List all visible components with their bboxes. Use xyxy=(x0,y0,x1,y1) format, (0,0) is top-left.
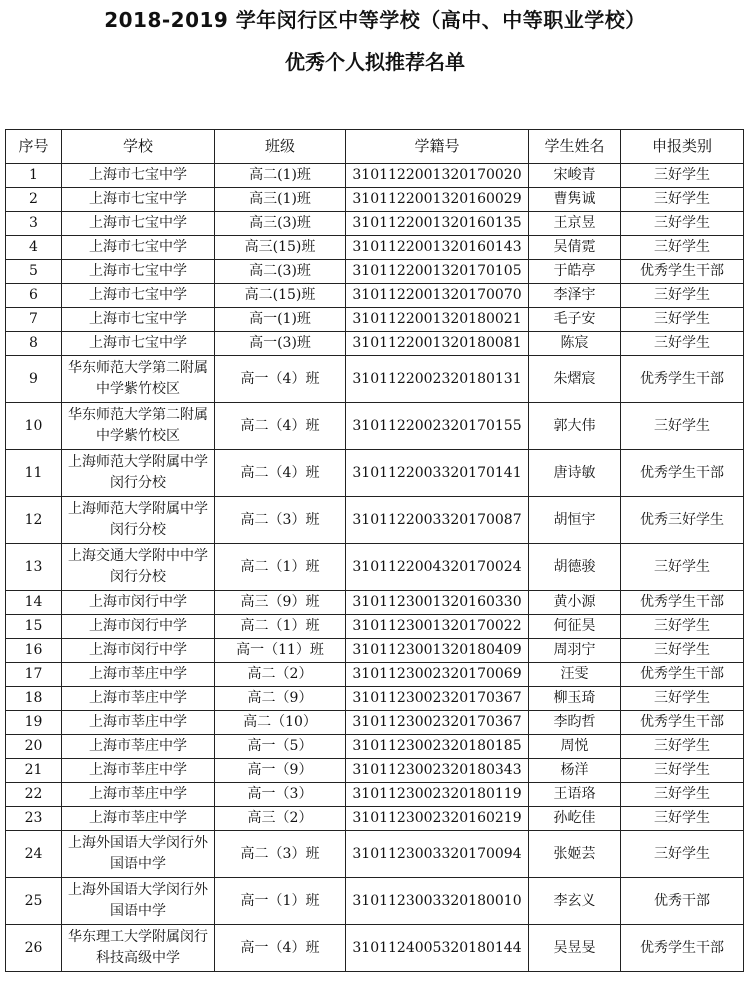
cell-student-id: 3101122001320170020 xyxy=(346,164,529,188)
cell-class: 高二（4）班 xyxy=(215,450,346,497)
cell-school: 上海交通大学附中中学闵行分校 xyxy=(62,544,215,591)
cell-class: 高二(3)班 xyxy=(215,260,346,284)
cell-student-name: 吴倩霓 xyxy=(529,236,621,260)
cell-category: 优秀学生干部 xyxy=(621,260,744,284)
cell-school: 上海市莘庄中学 xyxy=(62,735,215,759)
table-row xyxy=(6,925,744,972)
cell-class: 高三（2） xyxy=(215,807,346,831)
cell-student-name: 宋峻青 xyxy=(529,164,621,188)
cell-student-name: 孙屹佳 xyxy=(529,807,621,831)
table-row xyxy=(6,735,744,759)
cell-student-id: 3101123002320170069 xyxy=(346,663,529,687)
cell-index: 11 xyxy=(6,450,62,497)
cell-category: 优秀学生干部 xyxy=(621,356,744,403)
cell-school: 上海市莘庄中学 xyxy=(62,663,215,687)
cell-student-name: 张姬芸 xyxy=(529,831,621,878)
cell-student-name: 曹隽诚 xyxy=(529,188,621,212)
cell-class: 高一（5） xyxy=(215,735,346,759)
cell-category: 优秀学生干部 xyxy=(621,450,744,497)
cell-student-name: 吴昱旻 xyxy=(529,925,621,972)
table-row xyxy=(6,831,744,878)
header-school: 学校 xyxy=(62,130,215,164)
cell-student-name: 周羽宁 xyxy=(529,639,621,663)
recommendation-table xyxy=(5,129,744,972)
cell-student-name: 李玄义 xyxy=(529,878,621,925)
cell-index: 10 xyxy=(6,403,62,450)
cell-index: 5 xyxy=(6,260,62,284)
cell-student-name: 唐诗敏 xyxy=(529,450,621,497)
cell-school: 上海市七宝中学 xyxy=(62,188,215,212)
cell-class: 高二（3）班 xyxy=(215,497,346,544)
table-row xyxy=(6,878,744,925)
table-row xyxy=(6,783,744,807)
cell-student-name: 毛子安 xyxy=(529,308,621,332)
cell-student-id: 3101123001320180409 xyxy=(346,639,529,663)
table-row xyxy=(6,260,744,284)
cell-index: 24 xyxy=(6,831,62,878)
cell-category: 优秀学生干部 xyxy=(621,663,744,687)
cell-student-id: 3101122003320170141 xyxy=(346,450,529,497)
cell-school: 华东师范大学第二附属中学紫竹校区 xyxy=(62,356,215,403)
cell-category: 三好学生 xyxy=(621,783,744,807)
cell-class: 高一(3)班 xyxy=(215,332,346,356)
table-row xyxy=(6,212,744,236)
cell-student-name: 李昀哲 xyxy=(529,711,621,735)
cell-student-id: 3101123002320180185 xyxy=(346,735,529,759)
cell-category: 三好学生 xyxy=(621,188,744,212)
cell-student-id: 3101122001320160029 xyxy=(346,188,529,212)
cell-class: 高二(1)班 xyxy=(215,164,346,188)
table-body xyxy=(6,164,744,972)
cell-class: 高二（10） xyxy=(215,711,346,735)
cell-class: 高一（9） xyxy=(215,759,346,783)
cell-index: 20 xyxy=(6,735,62,759)
table-row xyxy=(6,332,744,356)
cell-student-name: 汪雯 xyxy=(529,663,621,687)
header-student-name: 学生姓名 xyxy=(529,130,621,164)
table-row xyxy=(6,687,744,711)
cell-student-id: 3101123001320160330 xyxy=(346,591,529,615)
cell-class: 高二（1）班 xyxy=(215,544,346,591)
cell-category: 三好学生 xyxy=(621,308,744,332)
cell-index: 13 xyxy=(6,544,62,591)
table-row xyxy=(6,639,744,663)
cell-category: 优秀干部 xyxy=(621,878,744,925)
document-subtitle: 优秀个人拟推荐名单 xyxy=(285,50,465,74)
table-row xyxy=(6,356,744,403)
cell-student-name: 黄小源 xyxy=(529,591,621,615)
cell-category: 优秀学生干部 xyxy=(621,711,744,735)
cell-student-name: 王语珞 xyxy=(529,783,621,807)
table-row xyxy=(6,615,744,639)
header-class: 班级 xyxy=(215,130,346,164)
table-row xyxy=(6,164,744,188)
cell-student-name: 何征昊 xyxy=(529,615,621,639)
cell-class: 高二（4）班 xyxy=(215,403,346,450)
cell-class: 高二（3）班 xyxy=(215,831,346,878)
cell-class: 高三(3)班 xyxy=(215,212,346,236)
cell-class: 高二（1）班 xyxy=(215,615,346,639)
table-row xyxy=(6,450,744,497)
cell-student-id: 3101122001320180021 xyxy=(346,308,529,332)
cell-school: 上海市莘庄中学 xyxy=(62,807,215,831)
cell-student-id: 3101122002320180131 xyxy=(346,356,529,403)
cell-index: 22 xyxy=(6,783,62,807)
cell-school: 上海市七宝中学 xyxy=(62,212,215,236)
cell-index: 9 xyxy=(6,356,62,403)
cell-category: 三好学生 xyxy=(621,403,744,450)
header-student-id: 学籍号 xyxy=(346,130,529,164)
cell-class: 高一（1）班 xyxy=(215,878,346,925)
cell-category: 三好学生 xyxy=(621,332,744,356)
table-row xyxy=(6,807,744,831)
cell-category: 优秀学生干部 xyxy=(621,925,744,972)
cell-category: 三好学生 xyxy=(621,284,744,308)
cell-school: 上海外国语大学闵行外国语中学 xyxy=(62,831,215,878)
table-row xyxy=(6,403,744,450)
header-category: 申报类别 xyxy=(621,130,744,164)
cell-school: 上海市七宝中学 xyxy=(62,308,215,332)
cell-category: 三好学生 xyxy=(621,164,744,188)
cell-category: 优秀三好学生 xyxy=(621,497,744,544)
cell-student-id: 3101123002320170367 xyxy=(346,711,529,735)
cell-student-name: 杨洋 xyxy=(529,759,621,783)
cell-student-name: 柳玉琦 xyxy=(529,687,621,711)
cell-school: 上海市莘庄中学 xyxy=(62,783,215,807)
cell-index: 18 xyxy=(6,687,62,711)
cell-class: 高三(1)班 xyxy=(215,188,346,212)
cell-school: 上海市七宝中学 xyxy=(62,164,215,188)
cell-student-id: 3101123001320170022 xyxy=(346,615,529,639)
cell-student-id: 3101124005320180144 xyxy=(346,925,529,972)
cell-student-id: 3101123002320160219 xyxy=(346,807,529,831)
cell-index: 6 xyxy=(6,284,62,308)
cell-student-id: 3101122001320170105 xyxy=(346,260,529,284)
cell-school: 上海市七宝中学 xyxy=(62,260,215,284)
cell-school: 上海市莘庄中学 xyxy=(62,687,215,711)
cell-student-name: 李泽宇 xyxy=(529,284,621,308)
cell-category: 三好学生 xyxy=(621,615,744,639)
cell-student-id: 3101123002320180343 xyxy=(346,759,529,783)
table-row xyxy=(6,236,744,260)
cell-category: 三好学生 xyxy=(621,212,744,236)
cell-index: 3 xyxy=(6,212,62,236)
cell-category: 三好学生 xyxy=(621,639,744,663)
cell-student-name: 郭大伟 xyxy=(529,403,621,450)
table-row xyxy=(6,188,744,212)
cell-index: 17 xyxy=(6,663,62,687)
cell-class: 高一（4）班 xyxy=(215,925,346,972)
table-row xyxy=(6,711,744,735)
cell-category: 三好学生 xyxy=(621,687,744,711)
table-row xyxy=(6,308,744,332)
cell-school: 华东师范大学第二附属中学紫竹校区 xyxy=(62,403,215,450)
cell-student-name: 朱熠宸 xyxy=(529,356,621,403)
table-row xyxy=(6,497,744,544)
table-row xyxy=(6,663,744,687)
cell-school: 上海外国语大学闵行外国语中学 xyxy=(62,878,215,925)
cell-class: 高三（9）班 xyxy=(215,591,346,615)
cell-index: 14 xyxy=(6,591,62,615)
cell-class: 高一（3） xyxy=(215,783,346,807)
cell-index: 15 xyxy=(6,615,62,639)
cell-category: 三好学生 xyxy=(621,807,744,831)
cell-school: 上海市闵行中学 xyxy=(62,591,215,615)
cell-school: 上海市闵行中学 xyxy=(62,639,215,663)
cell-student-name: 于皓亭 xyxy=(529,260,621,284)
cell-student-id: 3101122003320170087 xyxy=(346,497,529,544)
cell-index: 12 xyxy=(6,497,62,544)
cell-index: 21 xyxy=(6,759,62,783)
cell-category: 三好学生 xyxy=(621,236,744,260)
cell-student-id: 3101123002320170367 xyxy=(346,687,529,711)
cell-category: 三好学生 xyxy=(621,759,744,783)
cell-category: 优秀学生干部 xyxy=(621,591,744,615)
table-row xyxy=(6,759,744,783)
cell-class: 高二（2） xyxy=(215,663,346,687)
cell-student-name: 胡德骏 xyxy=(529,544,621,591)
cell-category: 三好学生 xyxy=(621,831,744,878)
cell-student-id: 3101122001320160135 xyxy=(346,212,529,236)
cell-index: 19 xyxy=(6,711,62,735)
cell-category: 三好学生 xyxy=(621,735,744,759)
cell-school: 上海师范大学附属中学闵行分校 xyxy=(62,497,215,544)
cell-index: 8 xyxy=(6,332,62,356)
table-row xyxy=(6,591,744,615)
cell-student-id: 3101123002320180119 xyxy=(346,783,529,807)
cell-index: 1 xyxy=(6,164,62,188)
cell-index: 25 xyxy=(6,878,62,925)
cell-school: 上海师范大学附属中学闵行分校 xyxy=(62,450,215,497)
cell-class: 高一（4）班 xyxy=(215,356,346,403)
header-index: 序号 xyxy=(6,130,62,164)
cell-student-id: 3101122001320180081 xyxy=(346,332,529,356)
cell-school: 上海市莘庄中学 xyxy=(62,711,215,735)
cell-class: 高三(15)班 xyxy=(215,236,346,260)
cell-class: 高一（11）班 xyxy=(215,639,346,663)
cell-class: 高一(1)班 xyxy=(215,308,346,332)
table-row xyxy=(6,284,744,308)
cell-student-name: 胡恒宇 xyxy=(529,497,621,544)
cell-student-id: 3101123003320170094 xyxy=(346,831,529,878)
cell-index: 23 xyxy=(6,807,62,831)
cell-student-id: 3101122004320170024 xyxy=(346,544,529,591)
cell-student-id: 3101123003320180010 xyxy=(346,878,529,925)
cell-index: 7 xyxy=(6,308,62,332)
cell-school: 上海市七宝中学 xyxy=(62,284,215,308)
document-title: 2018-2019 学年闵行区中等学校（高中、中等职业学校） xyxy=(104,8,646,32)
table-row xyxy=(6,544,744,591)
cell-index: 26 xyxy=(6,925,62,972)
cell-class: 高二(15)班 xyxy=(215,284,346,308)
cell-class: 高二（9） xyxy=(215,687,346,711)
table-header-row xyxy=(6,130,744,164)
cell-school: 上海市七宝中学 xyxy=(62,236,215,260)
cell-school: 华东理工大学附属闵行科技高级中学 xyxy=(62,925,215,972)
cell-school: 上海市闵行中学 xyxy=(62,615,215,639)
cell-student-id: 3101122002320170155 xyxy=(346,403,529,450)
cell-index: 4 xyxy=(6,236,62,260)
cell-student-name: 陈宸 xyxy=(529,332,621,356)
cell-student-name: 王京昱 xyxy=(529,212,621,236)
cell-school: 上海市莘庄中学 xyxy=(62,759,215,783)
cell-student-id: 3101122001320170070 xyxy=(346,284,529,308)
cell-school: 上海市七宝中学 xyxy=(62,332,215,356)
cell-category: 三好学生 xyxy=(621,544,744,591)
cell-index: 2 xyxy=(6,188,62,212)
cell-student-name: 周悦 xyxy=(529,735,621,759)
cell-student-id: 3101122001320160143 xyxy=(346,236,529,260)
cell-index: 16 xyxy=(6,639,62,663)
